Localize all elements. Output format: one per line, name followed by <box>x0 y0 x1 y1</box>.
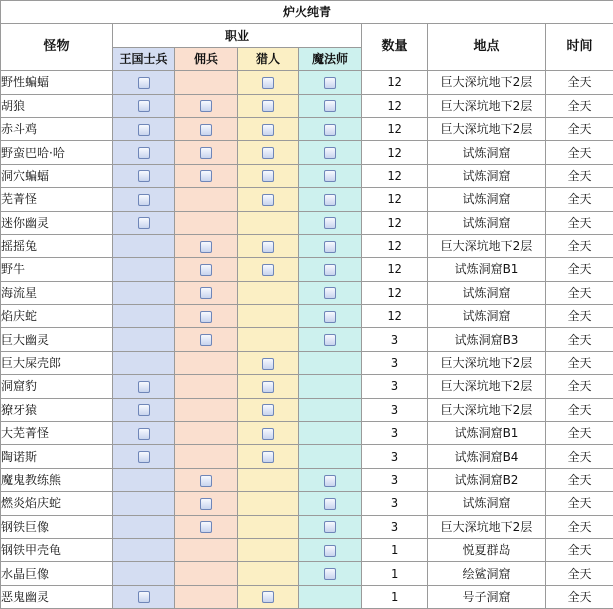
mercenary-cell <box>175 585 238 608</box>
time-cell: 全天 <box>546 188 613 211</box>
checkbox-icon <box>200 498 212 510</box>
location-cell: 试炼洞窟 <box>428 141 546 164</box>
monster-name: 赤斗鸡 <box>1 117 113 140</box>
checkbox-icon <box>324 521 336 533</box>
hunter-cell <box>238 375 299 398</box>
mercenary-cell <box>175 445 238 468</box>
table-row <box>1 71 613 94</box>
location-cell: 巨大深坑地下2层 <box>428 398 546 421</box>
table-row <box>1 562 613 585</box>
king-soldier-cell <box>113 585 175 608</box>
monster-name: 水晶巨像 <box>1 562 113 585</box>
quantity-cell: 12 <box>362 164 428 187</box>
table-row <box>1 445 613 468</box>
location-cell: 试炼洞窟B4 <box>428 445 546 468</box>
monster-name: 野牛 <box>1 258 113 281</box>
time-cell: 全天 <box>546 281 613 304</box>
quantity-cell: 1 <box>362 562 428 585</box>
mercenary-cell <box>175 562 238 585</box>
table-row <box>1 538 613 561</box>
quantity-cell: 12 <box>362 141 428 164</box>
hunter-cell <box>238 234 299 257</box>
monster-name: 大芜菁怪 <box>1 422 113 445</box>
time-cell: 全天 <box>546 234 613 257</box>
hunter-cell <box>238 585 299 608</box>
location-cell: 巨大深坑地下2层 <box>428 375 546 398</box>
mage-cell <box>299 445 362 468</box>
king-soldier-cell <box>113 164 175 187</box>
table-row <box>1 375 613 398</box>
checkbox-icon <box>324 147 336 159</box>
hunter-cell <box>238 398 299 421</box>
checkbox-icon <box>262 77 274 89</box>
quantity-cell: 1 <box>362 585 428 608</box>
table-row <box>1 164 613 187</box>
quantity-cell: 1 <box>362 538 428 561</box>
table-row <box>1 422 613 445</box>
quantity-cell: 12 <box>362 94 428 117</box>
quantity-cell: 12 <box>362 234 428 257</box>
table-row <box>1 351 613 374</box>
checkbox-icon <box>200 521 212 533</box>
checkbox-icon <box>324 241 336 253</box>
hunter-cell <box>238 515 299 538</box>
time-cell: 全天 <box>546 328 613 351</box>
hunter-cell <box>238 211 299 234</box>
time-cell: 全天 <box>546 94 613 117</box>
hunter-cell <box>238 117 299 140</box>
king-soldier-cell <box>113 305 175 328</box>
location-cell: 试炼洞窟 <box>428 305 546 328</box>
time-cell: 全天 <box>546 538 613 561</box>
table-row <box>1 117 613 140</box>
checkbox-icon <box>200 124 212 136</box>
location-cell: 巨大深坑地下2层 <box>428 117 546 140</box>
mercenary-cell <box>175 117 238 140</box>
mage-cell <box>299 188 362 211</box>
location-cell: 巨大深坑地下2层 <box>428 234 546 257</box>
mage-cell <box>299 305 362 328</box>
table-row <box>1 398 613 421</box>
quantity-cell: 12 <box>362 117 428 140</box>
mercenary-cell <box>175 94 238 117</box>
king-soldier-cell <box>113 515 175 538</box>
monster-name: 芜菁怪 <box>1 188 113 211</box>
king-soldier-cell <box>113 422 175 445</box>
monster-name: 迷你幽灵 <box>1 211 113 234</box>
mage-cell <box>299 422 362 445</box>
checkbox-icon <box>262 358 274 370</box>
checkbox-icon <box>324 100 336 112</box>
mage-cell <box>299 515 362 538</box>
time-cell: 全天 <box>546 164 613 187</box>
checkbox-icon <box>200 264 212 276</box>
time-cell: 全天 <box>546 305 613 328</box>
location-cell: 试炼洞窟B3 <box>428 328 546 351</box>
location-cell: 试炼洞窟B2 <box>428 468 546 491</box>
mage-cell <box>299 375 362 398</box>
quantity-cell: 3 <box>362 468 428 491</box>
checkbox-icon <box>138 217 150 229</box>
checkbox-icon <box>324 194 336 206</box>
header-quantity: 数量 <box>362 24 428 71</box>
table-row <box>1 585 613 608</box>
checkbox-icon <box>324 287 336 299</box>
checkbox-icon <box>200 100 212 112</box>
monster-name: 陶诺斯 <box>1 445 113 468</box>
header-king-soldier: 王国士兵 <box>113 47 175 70</box>
checkbox-icon <box>262 241 274 253</box>
header-location: 地点 <box>428 24 546 71</box>
king-soldier-cell <box>113 141 175 164</box>
checkbox-icon <box>324 264 336 276</box>
quantity-cell: 3 <box>362 445 428 468</box>
king-soldier-cell <box>113 211 175 234</box>
mage-cell <box>299 164 362 187</box>
location-cell: 巨大深坑地下2层 <box>428 71 546 94</box>
table-row <box>1 188 613 211</box>
table-body <box>1 71 613 609</box>
checkbox-icon <box>138 428 150 440</box>
checkbox-icon <box>138 404 150 416</box>
king-soldier-cell <box>113 375 175 398</box>
checkbox-icon <box>324 124 336 136</box>
checkbox-icon <box>200 475 212 487</box>
time-cell: 全天 <box>546 375 613 398</box>
location-cell: 试炼洞窟 <box>428 164 546 187</box>
checkbox-icon <box>262 100 274 112</box>
hunter-cell <box>238 188 299 211</box>
hunter-cell <box>238 445 299 468</box>
time-cell: 全天 <box>546 117 613 140</box>
monster-name: 恶鬼幽灵 <box>1 585 113 608</box>
mercenary-cell <box>175 398 238 421</box>
mercenary-cell <box>175 515 238 538</box>
mercenary-cell <box>175 328 238 351</box>
location-cell: 巨大深坑地下2层 <box>428 351 546 374</box>
time-cell: 全天 <box>546 211 613 234</box>
mercenary-cell <box>175 305 238 328</box>
hunter-cell <box>238 258 299 281</box>
checkbox-icon <box>324 568 336 580</box>
table-title: 炉火纯青 <box>1 1 613 24</box>
table-row <box>1 305 613 328</box>
checkbox-icon <box>262 147 274 159</box>
mage-cell <box>299 94 362 117</box>
mercenary-cell <box>175 538 238 561</box>
monster-name: 野性蝙蝠 <box>1 71 113 94</box>
mage-cell <box>299 234 362 257</box>
monster-name: 焰庆蛇 <box>1 305 113 328</box>
table-row <box>1 468 613 491</box>
mage-cell <box>299 258 362 281</box>
quantity-cell: 3 <box>362 422 428 445</box>
table-row <box>1 234 613 257</box>
checkbox-icon <box>200 311 212 323</box>
header-monster: 怪物 <box>1 24 113 71</box>
location-cell: 巨大深坑地下2层 <box>428 94 546 117</box>
checkbox-icon <box>324 217 336 229</box>
checkbox-icon <box>324 170 336 182</box>
hunter-cell <box>238 71 299 94</box>
checkbox-icon <box>138 381 150 393</box>
time-cell: 全天 <box>546 585 613 608</box>
time-cell: 全天 <box>546 71 613 94</box>
mercenary-cell <box>175 188 238 211</box>
king-soldier-cell <box>113 71 175 94</box>
monster-name: 巨大屎壳郎 <box>1 351 113 374</box>
mercenary-cell <box>175 492 238 515</box>
king-soldier-cell <box>113 258 175 281</box>
checkbox-icon <box>262 264 274 276</box>
monster-name: 海流星 <box>1 281 113 304</box>
checkbox-icon <box>200 334 212 346</box>
hunter-cell <box>238 141 299 164</box>
location-cell: 试炼洞窟B1 <box>428 422 546 445</box>
mercenary-cell <box>175 164 238 187</box>
location-cell: 试炼洞窟 <box>428 188 546 211</box>
hunter-cell <box>238 305 299 328</box>
hunter-cell <box>238 468 299 491</box>
table-row <box>1 94 613 117</box>
monster-name: 洞窟豹 <box>1 375 113 398</box>
monster-name: 野蛮巴哈·哈 <box>1 141 113 164</box>
checkbox-icon <box>324 334 336 346</box>
header-profession: 职业 <box>113 24 362 47</box>
mercenary-cell <box>175 234 238 257</box>
checkbox-icon <box>262 381 274 393</box>
time-cell: 全天 <box>546 258 613 281</box>
mage-cell <box>299 281 362 304</box>
checkbox-icon <box>262 404 274 416</box>
checkbox-icon <box>138 100 150 112</box>
time-cell: 全天 <box>546 351 613 374</box>
time-cell: 全天 <box>546 141 613 164</box>
mage-cell <box>299 117 362 140</box>
mage-cell <box>299 141 362 164</box>
location-cell: 试炼洞窟 <box>428 492 546 515</box>
location-cell: 试炼洞窟 <box>428 281 546 304</box>
quantity-cell: 3 <box>362 515 428 538</box>
header-mercenary: 佣兵 <box>175 47 238 70</box>
checkbox-icon <box>138 147 150 159</box>
king-soldier-cell <box>113 117 175 140</box>
table-row <box>1 328 613 351</box>
quantity-cell: 3 <box>362 351 428 374</box>
mage-cell <box>299 468 362 491</box>
mage-cell <box>299 398 362 421</box>
king-soldier-cell <box>113 562 175 585</box>
checkbox-icon <box>324 475 336 487</box>
checkbox-icon <box>138 194 150 206</box>
quantity-cell: 3 <box>362 492 428 515</box>
table-row <box>1 515 613 538</box>
king-soldier-cell <box>113 94 175 117</box>
checkbox-icon <box>138 124 150 136</box>
monster-name: 钢铁巨像 <box>1 515 113 538</box>
monster-name: 胡狼 <box>1 94 113 117</box>
quantity-cell: 3 <box>362 328 428 351</box>
checkbox-icon <box>262 591 274 603</box>
mage-cell <box>299 538 362 561</box>
checkbox-icon <box>262 428 274 440</box>
monster-name: 獠牙猿 <box>1 398 113 421</box>
monster-name: 燃炎焰庆蛇 <box>1 492 113 515</box>
mercenary-cell <box>175 422 238 445</box>
monster-name: 钢铁甲壳龟 <box>1 538 113 561</box>
hunter-cell <box>238 94 299 117</box>
table-row <box>1 211 613 234</box>
hunter-cell <box>238 328 299 351</box>
table-row <box>1 281 613 304</box>
location-cell: 试炼洞窟B1 <box>428 258 546 281</box>
time-cell: 全天 <box>546 468 613 491</box>
mercenary-cell <box>175 258 238 281</box>
king-soldier-cell <box>113 468 175 491</box>
mercenary-cell <box>175 468 238 491</box>
king-soldier-cell <box>113 281 175 304</box>
hunter-cell <box>238 538 299 561</box>
time-cell: 全天 <box>546 445 613 468</box>
time-cell: 全天 <box>546 492 613 515</box>
checkbox-icon <box>200 241 212 253</box>
mercenary-cell <box>175 141 238 164</box>
hunter-cell <box>238 422 299 445</box>
table-row <box>1 492 613 515</box>
quantity-cell: 12 <box>362 305 428 328</box>
checkbox-icon <box>138 170 150 182</box>
king-soldier-cell <box>113 492 175 515</box>
quantity-cell: 12 <box>362 281 428 304</box>
mercenary-cell <box>175 281 238 304</box>
location-cell: 巨大深坑地下2层 <box>428 515 546 538</box>
location-cell: 绘鲨洞窟 <box>428 562 546 585</box>
mage-cell <box>299 71 362 94</box>
mercenary-cell <box>175 351 238 374</box>
hunter-cell <box>238 492 299 515</box>
mercenary-cell <box>175 211 238 234</box>
time-cell: 全天 <box>546 515 613 538</box>
monster-name: 洞穴蝙蝠 <box>1 164 113 187</box>
quantity-cell: 12 <box>362 211 428 234</box>
checkbox-icon <box>200 170 212 182</box>
mage-cell <box>299 492 362 515</box>
quantity-cell: 12 <box>362 188 428 211</box>
quantity-cell: 12 <box>362 258 428 281</box>
checkbox-icon <box>200 287 212 299</box>
checkbox-icon <box>324 545 336 557</box>
table-row <box>1 141 613 164</box>
king-soldier-cell <box>113 188 175 211</box>
king-soldier-cell <box>113 328 175 351</box>
header-hunter: 猎人 <box>238 47 299 70</box>
quantity-cell: 3 <box>362 398 428 421</box>
checkbox-icon <box>200 147 212 159</box>
table-row <box>1 258 613 281</box>
monster-name: 摇摇兔 <box>1 234 113 257</box>
header-time: 时间 <box>546 24 613 71</box>
location-cell: 悦夏群岛 <box>428 538 546 561</box>
hunter-cell <box>238 281 299 304</box>
checkbox-icon <box>262 451 274 463</box>
monster-name: 巨大幽灵 <box>1 328 113 351</box>
checkbox-icon <box>262 124 274 136</box>
mage-cell <box>299 351 362 374</box>
checkbox-icon <box>324 498 336 510</box>
header-mage: 魔法师 <box>299 47 362 70</box>
time-cell: 全天 <box>546 422 613 445</box>
location-cell: 号子洞窟 <box>428 585 546 608</box>
mage-cell <box>299 585 362 608</box>
time-cell: 全天 <box>546 398 613 421</box>
monster-name: 魔鬼教练熊 <box>1 468 113 491</box>
checkbox-icon <box>138 77 150 89</box>
king-soldier-cell <box>113 445 175 468</box>
checkbox-icon <box>262 170 274 182</box>
king-soldier-cell <box>113 351 175 374</box>
checkbox-icon <box>324 311 336 323</box>
location-cell: 试炼洞窟 <box>428 211 546 234</box>
checkbox-icon <box>324 77 336 89</box>
king-soldier-cell <box>113 398 175 421</box>
hunter-cell <box>238 164 299 187</box>
mercenary-cell <box>175 71 238 94</box>
time-cell: 全天 <box>546 562 613 585</box>
checkbox-icon <box>138 451 150 463</box>
hunter-cell <box>238 351 299 374</box>
king-soldier-cell <box>113 538 175 561</box>
mage-cell <box>299 562 362 585</box>
quantity-cell: 3 <box>362 375 428 398</box>
quantity-cell: 12 <box>362 71 428 94</box>
mercenary-cell <box>175 375 238 398</box>
mage-cell <box>299 211 362 234</box>
king-soldier-cell <box>113 234 175 257</box>
mage-cell <box>299 328 362 351</box>
hunter-cell <box>238 562 299 585</box>
checkbox-icon <box>262 194 274 206</box>
checkbox-icon <box>138 591 150 603</box>
